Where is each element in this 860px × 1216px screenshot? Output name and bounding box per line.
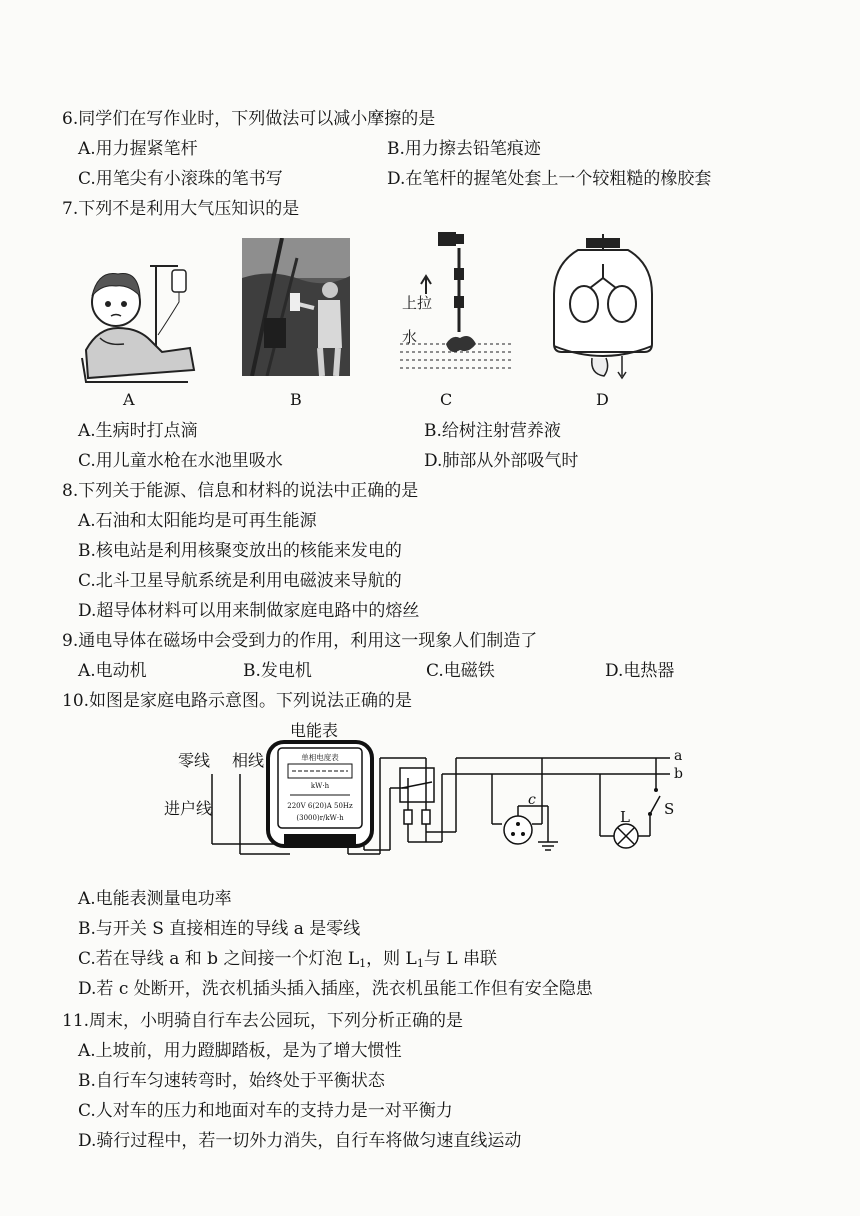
q7-figure-label-d: D [596,390,609,409]
q10-option-c-part1: C.若在导线 a 和 b 之间接一个灯泡 L [78,949,360,969]
wire-a-label: a [674,748,683,764]
meter-constant-label: (3000)r/kW·h [296,814,344,822]
q8-option-d: D.超导体材料可以用来制做家庭电路中的熔丝 [78,601,420,621]
q7-stem: 7.下列不是利用大气压知识的是 [62,199,300,219]
q10-option-c-part2: ，则 L [366,949,417,969]
q7-figure-a-illustration [78,240,198,390]
q9-option-c: C.电磁铁 [426,661,495,681]
q6-option-a: A.用力握紧笔杆 [78,139,198,159]
q10-stem: 10.如图是家庭电路示意图。下列说法正确的是 [62,691,413,711]
q7-option-d: D.肺部从外部吸气时 [424,451,579,471]
q7-option-c: C.用儿童水枪在水池里吸水 [78,451,283,471]
lamp-l-label: L [620,808,630,826]
q10-option-c-sub2: 1 [416,957,424,970]
q9-option-a: A.电动机 [78,661,147,681]
q6-option-b: B.用力擦去铅笔痕迹 [387,139,541,159]
switch-s-label: S [664,800,675,818]
q10-option-c-part3: 与 L 串联 [423,949,497,969]
q8-option-c: C.北斗卫星导航系统是利用电磁波来导航的 [78,571,402,591]
q11-option-d: D.骑行过程中，若一切外力消失，自行车将做匀速直线运动 [78,1131,522,1151]
live-wire-label: 相线 [232,751,265,770]
q7-figure-c-water-label: 水 [402,328,418,346]
q10-option-a: A.电能表测量电功率 [78,889,232,909]
q10-option-b: B.与开关 S 直接相连的导线 a 是零线 [78,919,361,939]
q8-option-a: A.石油和太阳能均是可再生能源 [78,511,317,531]
q11-option-a: A.上坡前，用力蹬脚踏板，是为了增大惯性 [78,1041,402,1061]
q11-option-b: B.自行车匀速转弯时，始终处于平衡状态 [78,1071,385,1091]
q7-figure-label-a: A [123,390,135,409]
q9-stem: 9.通电导体在磁场中会受到力的作用，利用这一现象人们制造了 [62,631,538,651]
q7-option-b: B.给树注射营养液 [424,421,561,441]
q10-option-d: D.若 c 处断开，洗衣机插头插入插座，洗衣机虽能工作但有安全隐患 [78,979,593,999]
meter-name-label: 单相电度表 [301,753,339,762]
q9-option-b: B.发电机 [243,661,312,681]
q7-figure-c-illustration [400,226,512,376]
wire-b-label: b [674,766,683,782]
q6-stem: 6.同学们在写作业时，下列做法可以减小摩擦的是 [62,109,436,129]
q7-figure-c-pull-label: 上拉 [402,294,433,312]
neutral-wire-label: 零线 [178,751,211,770]
meter-unit-label: kW·h [310,782,330,790]
q7-option-a: A.生病时打点滴 [78,421,198,441]
q10-circuit-diagram [150,718,690,868]
q7-figure-d-illustration [548,234,658,384]
q8-stem: 8.下列关于能源、信息和材料的说法中正确的是 [62,481,419,501]
q7-figure-label-b: B [290,390,302,409]
meter-title-label: 电能表 [290,721,339,740]
q9-option-d: D.电热器 [605,661,675,681]
q11-option-c: C.人对车的压力和地面对车的支持力是一对平衡力 [78,1101,453,1121]
q10-option-c [78,948,497,975]
meter-spec-label: 220V 6(20)A 50Hz [287,802,353,810]
q6-option-c: C.用笔尖有小滚珠的笔书写 [78,169,283,189]
q10-option-c-sub1: 1 [359,957,367,970]
q7-figure-label-c: C [440,390,453,409]
entry-wire-label: 进户线 [164,799,213,818]
point-c-label: c [528,792,536,808]
q11-stem: 11.周末，小明骑自行车去公园玩，下列分析正确的是 [62,1011,464,1031]
q7-figure-b-photo [242,238,350,376]
q6-option-d: D.在笔杆的握笔处套上一个较粗糙的橡胶套 [387,169,712,189]
q8-option-b: B.核电站是利用核聚变放出的核能来发电的 [78,541,402,561]
